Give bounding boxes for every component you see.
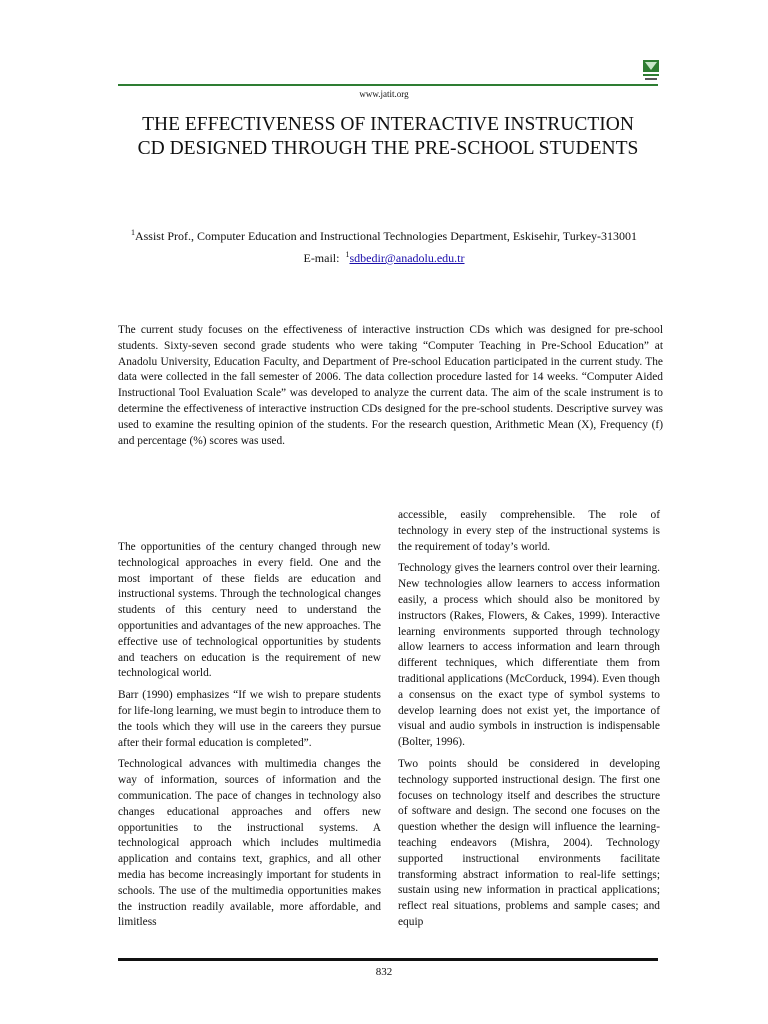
paper-title	[118, 113, 658, 161]
left-paragraph-3: Technological advances with multimedia changes the way of information, sources of information and the communication. The pace of changes in technology also changes educational approaches and offers new opportunities to the instructional systems. A technological approach which includes multimedia application and contains text, graphics, and all other media has become increasingly important for students in schools. The use of the multimedia opportunities makes the instruction readily available, more affordable, and limitless	[118, 758, 381, 929]
right-column	[398, 508, 660, 937]
left-paragraph-2: Barr (1990) emphasizes “If we wish to prepare students for life-long learning, we must begin to introduce them to the tools which they will use in the careers they pursue after their formal education is completed”.	[118, 689, 381, 749]
page-number: 832	[375, 966, 393, 978]
title-line-2: CD DESIGNED THROUGH THE PRE-SCHOOL STUDENTS	[137, 138, 639, 159]
left-paragraph-1: The opportunities of the century changed through new technological approaches in every field. One and the most important of these fields are education and instructional systems. Through the technological changes students of this century need to understand the opportunities and advantages of the new approaches. The effective use of technological opportunities by students and teachers on education is the requirement of new technological world.	[118, 541, 381, 680]
site-url: www.jatit.org	[359, 89, 409, 99]
affiliation-sup: 1	[130, 228, 135, 237]
header-rule	[118, 84, 658, 86]
abstract: The current study focuses on the effectiveness of interactive instruction CDs which was designed for pre-school students. Sixty-seven second grade students who were taking “Computer Teaching in Pre-School Education” at Anadolu University, Education Faculty, and Department of Pre-school Education participated in the current study. The data were collected in the fall semester of 2006. The data collection procedure lasted for 14 weeks. “Computer Aided Instructional Tool Evaluation Scale” was developed to analyze the current data. The aim of the scale instrument is to determine the effectiveness of interactive instruction CDs designed for the pre-school students. Descriptive survey was used to examine the resulting opinion of the students. For the research question, Arithmetic Mean (X), Frequency (f) and percentage (%) scores was used.	[118, 324, 663, 447]
right-paragraph-3: Two points should be considered in developing technology supported instructional design. The first one focuses on technology itself and describes the structure of software and design. The second one focuses on the question whether the design will influence the learning-teaching endeavors (Mishra, 2004). Technology supported instructional environments facilitate transforming abstract information to real-life settings; sustain using new information in practical applications; reflect real situations, problems and sample cases; and equip	[398, 757, 660, 928]
right-paragraph-2: Technology gives the learners control over their learning. New technologies allow learners to access information easily, a process which should also be monitored by instructors (Rakes, Flowers, & Cakes, 1999). Interactive learning environments supported through technology allow learners to access information and learn through different techniques, which differentiate them from traditional applications (McCorduck, 1994). Even though a consensus on the exact type of symbol systems to develop learning does not exist yet, the importance of visual and audio symbols in instruction is indispensable (Bolter, 1996).	[398, 562, 660, 749]
email-sup: 1	[345, 250, 350, 259]
affiliation-text: Assist Prof., Computer Education and Instructional Technologies Department, Eskisehir, Turkey-313001	[134, 229, 638, 243]
email-label: E-mail:	[303, 251, 340, 265]
jatit-logo-icon	[641, 58, 661, 82]
title-line-1: THE EFFECTIVENESS OF INTERACTIVE INSTRUCTION	[142, 114, 634, 135]
author-email	[0, 250, 768, 266]
right-paragraph-1: accessible, easily comprehensible. The role of technology in every step of the instructional systems is the requirement of today’s world.	[398, 509, 660, 553]
left-column	[118, 540, 381, 937]
footer-rule	[118, 958, 658, 961]
author-affiliation	[0, 228, 768, 244]
email-link[interactable]: sdbedir@anadolu.edu.tr	[349, 251, 465, 265]
